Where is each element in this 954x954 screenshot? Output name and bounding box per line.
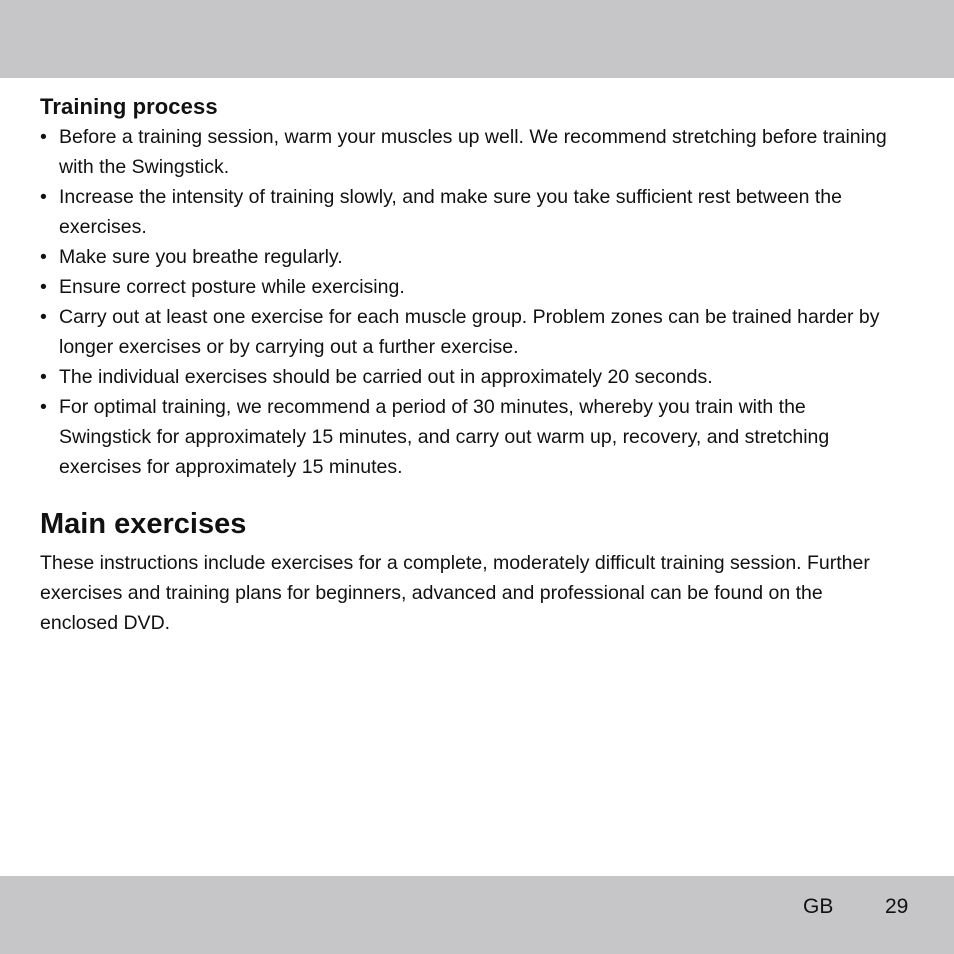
- bullet-icon: •: [40, 366, 47, 388]
- page-content: [40, 92, 900, 638]
- bullet-icon: •: [40, 306, 47, 328]
- list-item: [40, 362, 900, 392]
- list-item: [40, 302, 900, 362]
- list-item-text: Increase the intensity of training slowly, and make sure you take sufficient rest between the exercises.: [59, 186, 842, 238]
- bullet-icon: •: [40, 186, 47, 208]
- list-item: [40, 392, 900, 482]
- bullet-icon: •: [40, 126, 47, 148]
- list-item-text: Before a training session, warm your muscles up well. We recommend stretching before training with the Swingstick.: [59, 126, 887, 178]
- list-item: [40, 182, 900, 242]
- bullet-icon: •: [40, 396, 47, 418]
- training-process-list: [40, 122, 900, 482]
- main-exercises-heading: Main exercises: [40, 508, 247, 540]
- list-item-text: Carry out at least one exercise for each muscle group. Problem zones can be trained harder by longer exercises or by carrying out a further exercise.: [59, 306, 880, 358]
- list-item: [40, 242, 900, 272]
- header-band: [0, 0, 954, 78]
- list-item-text: The individual exercises should be carried out in approximately 20 seconds.: [59, 366, 713, 388]
- list-item-text: Make sure you breathe regularly.: [59, 246, 343, 268]
- list-item-text: Ensure correct posture while exercising.: [59, 276, 405, 298]
- list-item-text: For optimal training, we recommend a period of 30 minutes, whereby you train with the Swingstick for approximately 15 minutes, and carry out warm up, recovery, and stretching exercises for approximately 15 minutes.: [59, 396, 830, 478]
- list-item: [40, 272, 900, 302]
- main-exercises-text: These instructions include exercises for a complete, moderately difficult training session. Further exercises and training plans for beginners, advanced and professional can be found on the enclosed DVD.: [40, 552, 870, 634]
- language-code: GB: [803, 895, 834, 918]
- bullet-icon: •: [40, 246, 47, 268]
- list-item: [40, 122, 900, 182]
- training-process-heading: Training process: [40, 94, 218, 119]
- page-number: 29: [885, 895, 909, 918]
- bullet-icon: •: [40, 276, 47, 298]
